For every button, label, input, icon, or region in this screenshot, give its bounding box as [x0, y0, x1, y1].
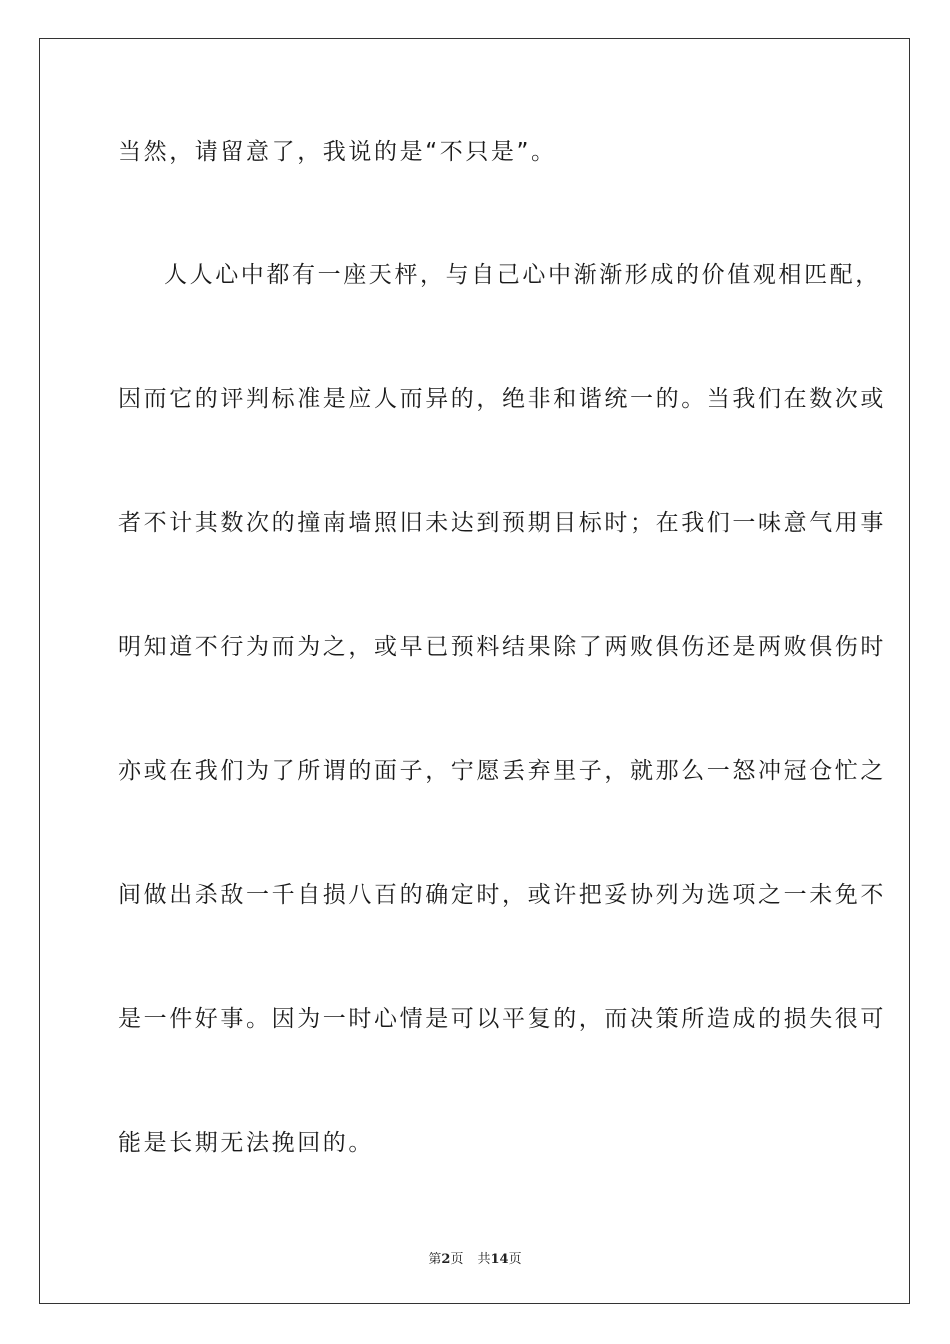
paragraph-line: 间做出杀敌一千自损八百的确定时，或许把妥协列为选项之一未免不	[118, 882, 886, 908]
page-number: 2	[441, 1252, 451, 1267]
paragraph-line: 者不计其数次的撞南墙照旧未达到预期目标时；在我们一味意气用事	[118, 510, 886, 536]
paragraph-line: 亦或在我们为了所谓的面子，宁愿丢弃里子，就那么一怒冲冠仓忙之	[118, 758, 886, 784]
paragraph-line: 是一件好事。因为一时心情是可以平复的，而决策所造成的损失很可	[118, 1006, 886, 1032]
paragraph-line: 因而它的评判标准是应人而异的，绝非和谐统一的。当我们在数次或	[118, 386, 886, 412]
total-prefix: 共	[477, 1252, 491, 1267]
paragraph-line: 能是长期无法挽回的。	[118, 1130, 374, 1156]
paragraph-line: 明知道不行为而为之，或早已预料结果除了两败俱伤还是两败俱伤时	[118, 634, 886, 660]
paragraph-line: 人人心中都有一座天枰，与自己心中渐渐形成的价值观相匹配，	[164, 262, 881, 288]
page-footer	[0, 1248, 950, 1267]
page-border	[39, 38, 910, 1304]
paragraph-line: 当然，请留意了，我说的是“不只是”。	[118, 139, 557, 165]
total-pages: 14	[490, 1252, 509, 1267]
total-suffix: 页	[508, 1252, 522, 1267]
page-prefix: 第	[428, 1252, 442, 1267]
page-suffix: 页	[450, 1252, 464, 1267]
